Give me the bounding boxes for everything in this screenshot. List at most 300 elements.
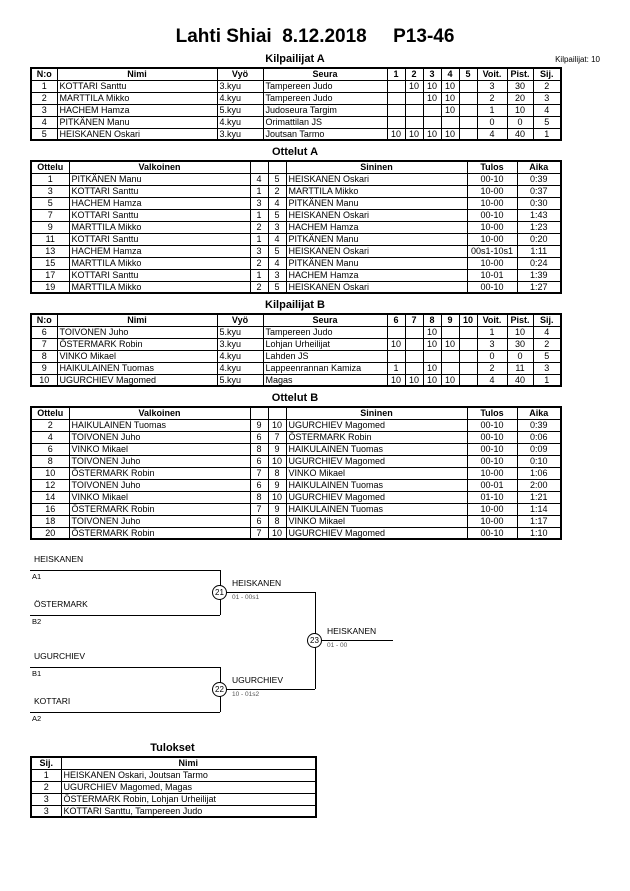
table-cell: 9	[268, 443, 286, 455]
table-cell: 10	[387, 128, 405, 140]
table-cell: 17	[31, 269, 69, 281]
table-cell: 2	[31, 419, 69, 431]
matches-a-heading: Ottelut A	[271, 146, 319, 158]
header-cell: N:o	[31, 68, 57, 80]
table-cell: 2	[477, 362, 507, 374]
table-cell: 4	[268, 233, 286, 245]
table-cell: TOIVONEN Juho	[69, 455, 250, 467]
table-cell	[459, 362, 477, 374]
header-cell: 4	[441, 68, 459, 80]
table-cell: HACHEM Hamza	[57, 104, 217, 116]
table-cell: 10-00	[467, 197, 517, 209]
table-cell: 2	[477, 92, 507, 104]
table-cell: 01-10	[467, 491, 517, 503]
table-cell: 3	[31, 805, 61, 817]
table-cell: 10	[441, 80, 459, 92]
pool-b-table	[30, 313, 562, 387]
table-cell: 1	[250, 269, 268, 281]
table-cell: UGURCHIEV Magomed	[57, 374, 217, 386]
table-cell: 1	[31, 173, 69, 185]
header-cell: Seura	[263, 314, 387, 326]
table-cell: 2	[250, 281, 268, 293]
table-cell: HACHEM Hamza	[286, 269, 467, 281]
table-cell: 4.kyu	[217, 362, 263, 374]
table-cell: 3	[31, 793, 61, 805]
table-row	[31, 245, 561, 257]
table-cell: 4	[533, 104, 561, 116]
table-cell: 30	[507, 338, 533, 350]
table-cell: 8	[250, 443, 268, 455]
bracket-score: 01 - 00s1	[232, 594, 260, 601]
table-cell: 4	[31, 431, 69, 443]
table-cell	[459, 116, 477, 128]
table-cell: 5.kyu	[217, 104, 263, 116]
table-row	[31, 104, 561, 116]
table-cell: TOIVONEN Juho	[69, 479, 250, 491]
table-cell: 4.kyu	[217, 116, 263, 128]
table-cell: 8	[31, 350, 57, 362]
table-cell: Joutsan Tarmo	[263, 128, 387, 140]
table-row	[31, 92, 561, 104]
table-cell: 8	[268, 467, 286, 479]
table-cell: 5	[31, 197, 69, 209]
table-cell	[441, 116, 459, 128]
bracket-line	[30, 712, 220, 713]
table-cell: 5.kyu	[217, 374, 263, 386]
table-cell: 00-10	[467, 173, 517, 185]
table-cell	[459, 338, 477, 350]
table-cell: 6	[31, 326, 57, 338]
table-cell: MARTTILA Mikko	[69, 281, 250, 293]
table-cell: 0:10	[517, 455, 561, 467]
table-row	[31, 793, 316, 805]
table-cell	[459, 92, 477, 104]
table-cell: HEISKANEN Oskari	[286, 281, 467, 293]
table-cell: Tampereen Judo	[263, 92, 387, 104]
table-cell: 10	[441, 128, 459, 140]
table-cell: 1	[477, 326, 507, 338]
table-cell: 0:37	[517, 185, 561, 197]
header-cell: 1	[387, 68, 405, 80]
table-row	[31, 128, 561, 140]
table-cell: 0:39	[517, 419, 561, 431]
table-cell: HAIKULAINEN Tuomas	[286, 443, 467, 455]
table-cell	[387, 326, 405, 338]
table-cell: Magas	[263, 374, 387, 386]
header-cell: 9	[441, 314, 459, 326]
header-cell: Pist.	[507, 68, 533, 80]
table-cell: UGURCHIEV Magomed	[286, 455, 467, 467]
table-cell: 0	[477, 116, 507, 128]
header-cell: Tulos	[467, 161, 517, 173]
header-cell: Nimi	[61, 757, 316, 769]
table-row	[31, 233, 561, 245]
table-row	[31, 781, 316, 793]
table-cell: KOTTARI Santtu	[57, 80, 217, 92]
table-cell: 4.kyu	[217, 350, 263, 362]
table-cell: 8	[31, 455, 69, 467]
table-cell: 7	[250, 503, 268, 515]
competitors-count: Kilpailijat: 10	[555, 55, 600, 64]
table-cell: 10	[423, 326, 441, 338]
table-cell: 3.kyu	[217, 128, 263, 140]
table-cell: TOIVONEN Juho	[69, 515, 250, 527]
table-cell: 00-10	[467, 419, 517, 431]
table-cell: HAIKULAINEN Tuomas	[69, 419, 250, 431]
header-cell: Tulos	[467, 407, 517, 419]
header-cell: Vyö	[217, 314, 263, 326]
bracket-match-circle: 23	[307, 633, 322, 648]
table-row	[31, 80, 561, 92]
table-cell: 10	[423, 92, 441, 104]
header-cell: 10	[459, 314, 477, 326]
table-row	[31, 257, 561, 269]
table-cell: 2	[268, 185, 286, 197]
table-cell: 00-10	[467, 443, 517, 455]
table-cell: KOTTARI Santtu	[69, 185, 250, 197]
table-cell: HEISKANEN Oskari	[286, 173, 467, 185]
header-cell: 3	[423, 68, 441, 80]
table-cell: 00-10	[467, 431, 517, 443]
table-cell: VINKO Mikael	[57, 350, 217, 362]
table-cell: 1:43	[517, 209, 561, 221]
header-cell	[250, 407, 268, 419]
table-cell: 10	[405, 128, 423, 140]
table-cell	[459, 350, 477, 362]
table-cell: HACHEM Hamza	[69, 245, 250, 257]
matches-a-table	[30, 160, 562, 294]
bracket-winner: HEISKANEN	[327, 626, 377, 636]
bracket-line	[315, 640, 393, 641]
table-cell: PITKÄNEN Manu	[286, 197, 467, 209]
table-cell: 10-00	[467, 257, 517, 269]
table-cell: 00-01	[467, 479, 517, 491]
table-cell: 0	[507, 116, 533, 128]
table-cell: 18	[31, 515, 69, 527]
header-cell: Pist.	[507, 314, 533, 326]
table-cell: 1	[387, 362, 405, 374]
header-cell	[268, 161, 286, 173]
table-cell: MARTTILA Mikko	[286, 185, 467, 197]
table-cell: 1:39	[517, 269, 561, 281]
table-row	[31, 503, 561, 515]
table-cell: 0:39	[517, 173, 561, 185]
header-cell: 5	[459, 68, 477, 80]
table-cell: 2:00	[517, 479, 561, 491]
table-cell	[387, 104, 405, 116]
table-row	[31, 221, 561, 233]
header-cell: Aika	[517, 407, 561, 419]
table-cell: 19	[31, 281, 69, 293]
table-cell: MARTTILA Mikko	[57, 92, 217, 104]
table-cell: 5	[268, 173, 286, 185]
table-cell: 20	[31, 527, 69, 539]
table-cell: 11	[507, 362, 533, 374]
table-cell: 3	[31, 104, 57, 116]
table-cell: 1	[250, 209, 268, 221]
table-row	[31, 455, 561, 467]
table-row	[31, 479, 561, 491]
table-cell: 8	[250, 491, 268, 503]
table-row	[31, 431, 561, 443]
header-cell: Voit.	[477, 314, 507, 326]
table-cell: VINKO Mikael	[286, 515, 467, 527]
header-cell: Sij.	[533, 68, 561, 80]
bracket-match-circle: 22	[212, 682, 227, 697]
table-cell: UGURCHIEV Magomed, Magas	[61, 781, 316, 793]
table-cell: KOTTARI Santtu	[69, 209, 250, 221]
table-cell: HAIKULAINEN Tuomas	[286, 503, 467, 515]
table-cell: 4	[268, 197, 286, 209]
table-cell	[405, 92, 423, 104]
table-cell: 20	[507, 92, 533, 104]
table-cell: KOTTARI Santtu	[69, 269, 250, 281]
table-cell: 5	[533, 350, 561, 362]
table-cell	[387, 92, 405, 104]
results-table	[30, 756, 317, 818]
table-cell: ÖSTERMARK Robin, Lohjan Urheilijat	[61, 793, 316, 805]
table-cell	[459, 374, 477, 386]
table-cell: 9	[250, 419, 268, 431]
header-cell: Valkoinen	[69, 407, 250, 419]
table-cell: 1:11	[517, 245, 561, 257]
header-cell: Sij.	[533, 314, 561, 326]
table-cell: 10	[423, 362, 441, 374]
table-cell: Orimattilan JS	[263, 116, 387, 128]
table-cell: 3	[250, 197, 268, 209]
table-cell: Judoseura Targim	[263, 104, 387, 116]
table-cell: 11	[31, 233, 69, 245]
bracket-competitor: KOTTARI	[34, 696, 71, 706]
medal-bracket	[30, 554, 430, 736]
table-cell: MARTTILA Mikko	[69, 257, 250, 269]
table-cell: HEISKANEN Oskari, Joutsan Tarmo	[61, 769, 316, 781]
table-cell: 2	[250, 221, 268, 233]
table-cell	[387, 350, 405, 362]
table-cell: 0	[507, 350, 533, 362]
table-cell: 10	[423, 338, 441, 350]
table-cell: 9	[268, 479, 286, 491]
table-row	[31, 419, 561, 431]
table-cell: 10	[423, 80, 441, 92]
table-cell: 6	[31, 443, 69, 455]
table-cell: 10	[423, 374, 441, 386]
pool-a-table	[30, 67, 562, 141]
table-cell: VINKO Mikael	[69, 491, 250, 503]
table-row	[31, 185, 561, 197]
table-cell: 10	[387, 374, 405, 386]
table-cell: 10	[405, 80, 423, 92]
bracket-competitor: ÖSTERMARK	[34, 599, 88, 609]
table-cell: 3	[268, 221, 286, 233]
table-cell: HAIKULAINEN Tuomas	[57, 362, 217, 374]
table-cell: 4	[477, 374, 507, 386]
table-cell: TOIVONEN Juho	[69, 431, 250, 443]
table-cell: 10	[423, 128, 441, 140]
table-cell	[405, 350, 423, 362]
table-cell: 1:21	[517, 491, 561, 503]
table-cell: PITKÄNEN Manu	[69, 173, 250, 185]
header-cell	[268, 407, 286, 419]
table-cell: 10	[441, 92, 459, 104]
table-cell: 5	[268, 281, 286, 293]
bracket-winner: UGURCHIEV	[232, 675, 284, 685]
matches-b-table	[30, 406, 562, 540]
table-cell: 10	[441, 374, 459, 386]
table-row	[31, 269, 561, 281]
table-cell: KOTTARI Santtu	[69, 233, 250, 245]
header-cell: 2	[405, 68, 423, 80]
table-row	[31, 527, 561, 539]
table-cell: PITKÄNEN Manu	[286, 257, 467, 269]
table-cell: 14	[31, 491, 69, 503]
table-cell: 00s1-10s1	[467, 245, 517, 257]
table-cell: TOIVONEN Juho	[57, 326, 217, 338]
table-cell: MARTTILA Mikko	[69, 221, 250, 233]
table-cell	[459, 104, 477, 116]
table-cell: 00-10	[467, 527, 517, 539]
table-cell	[459, 326, 477, 338]
matches-b-heading: Ottelut B	[271, 392, 319, 404]
table-cell: ÖSTERMARK Robin	[57, 338, 217, 350]
page-title: Lahti Shiai 8.12.2018 P13-46	[175, 26, 455, 47]
table-cell: 6	[250, 455, 268, 467]
table-cell: 7	[268, 431, 286, 443]
table-cell: 3	[477, 338, 507, 350]
table-cell: 1:17	[517, 515, 561, 527]
table-cell: 1:23	[517, 221, 561, 233]
bracket-seed-tag: A1	[32, 572, 42, 581]
table-cell: HAIKULAINEN Tuomas	[286, 479, 467, 491]
table-cell: 0:09	[517, 443, 561, 455]
header-cell: 7	[405, 314, 423, 326]
bracket-match-circle: 21	[212, 585, 227, 600]
table-cell: 10-00	[467, 503, 517, 515]
header-cell: Nimi	[57, 68, 217, 80]
table-cell: 3	[533, 92, 561, 104]
bracket-line	[30, 570, 220, 571]
header-cell: Sij.	[31, 757, 61, 769]
table-cell: 4.kyu	[217, 92, 263, 104]
table-cell: 6	[250, 479, 268, 491]
table-cell: HEISKANEN Oskari	[57, 128, 217, 140]
table-cell: 1	[477, 104, 507, 116]
table-cell	[423, 116, 441, 128]
table-row	[31, 374, 561, 386]
results-heading: Tulokset	[150, 742, 195, 754]
table-cell: VINKO Mikael	[286, 467, 467, 479]
table-cell: 40	[507, 128, 533, 140]
table-cell: 1:27	[517, 281, 561, 293]
table-cell: 3	[477, 80, 507, 92]
table-cell	[405, 338, 423, 350]
table-cell: Tampereen Judo	[263, 326, 387, 338]
table-cell: 10	[31, 374, 57, 386]
header-cell: Sininen	[286, 407, 467, 419]
table-cell: ÖSTERMARK Robin	[69, 527, 250, 539]
table-cell: HEISKANEN Oskari	[286, 245, 467, 257]
table-cell: 9	[31, 221, 69, 233]
table-cell: 1	[533, 374, 561, 386]
header-cell: Sininen	[286, 161, 467, 173]
bracket-line	[30, 615, 220, 616]
header-row	[31, 314, 561, 326]
table-cell: Lohjan Urheilijat	[263, 338, 387, 350]
table-cell: 10-00	[467, 221, 517, 233]
bracket-line	[220, 592, 315, 593]
table-cell: 4	[268, 257, 286, 269]
table-row	[31, 769, 316, 781]
table-cell: 7	[250, 467, 268, 479]
table-cell: 0:20	[517, 233, 561, 245]
table-row	[31, 805, 316, 817]
bracket-seed-tag: B1	[32, 669, 42, 678]
table-row	[31, 362, 561, 374]
table-cell: 5	[31, 128, 57, 140]
table-cell: 10	[387, 338, 405, 350]
table-row	[31, 116, 561, 128]
table-cell	[405, 104, 423, 116]
table-cell: 3	[250, 245, 268, 257]
table-cell: 1:14	[517, 503, 561, 515]
table-cell: 00-10	[467, 209, 517, 221]
table-cell: 5	[268, 209, 286, 221]
table-cell: 10	[405, 374, 423, 386]
table-cell: 10	[31, 467, 69, 479]
table-cell	[423, 104, 441, 116]
table-row	[31, 209, 561, 221]
table-row	[31, 443, 561, 455]
table-cell: 3.kyu	[217, 80, 263, 92]
table-cell: 0:06	[517, 431, 561, 443]
table-cell: 2	[533, 338, 561, 350]
table-cell: 10-00	[467, 515, 517, 527]
table-cell: 1	[250, 233, 268, 245]
header-row	[31, 757, 316, 769]
header-cell	[250, 161, 268, 173]
table-cell: 7	[31, 338, 57, 350]
header-cell: Vyö	[217, 68, 263, 80]
table-cell	[423, 350, 441, 362]
table-cell: 3	[268, 269, 286, 281]
table-cell: 10	[268, 455, 286, 467]
table-cell: 4	[533, 326, 561, 338]
table-cell: 40	[507, 374, 533, 386]
header-cell: Seura	[263, 68, 387, 80]
bracket-line	[30, 667, 220, 668]
table-cell: KOTTARI Santtu, Tampereen Judo	[61, 805, 316, 817]
table-cell: 9	[31, 362, 57, 374]
table-cell: Lahden JS	[263, 350, 387, 362]
pool-a-heading-row	[30, 53, 600, 65]
table-cell: 3	[31, 185, 69, 197]
table-cell: UGURCHIEV Magomed	[286, 491, 467, 503]
bracket-competitor: HEISKANEN	[34, 554, 84, 564]
header-row	[31, 68, 561, 80]
table-cell: 10	[441, 338, 459, 350]
table-cell: 6	[250, 515, 268, 527]
table-cell: ÖSTERMARK Robin	[69, 467, 250, 479]
table-cell: 5.kyu	[217, 326, 263, 338]
table-cell: 1:06	[517, 467, 561, 479]
table-cell: HEISKANEN Oskari	[286, 209, 467, 221]
table-cell: 10	[507, 104, 533, 116]
table-cell: 00-10	[467, 455, 517, 467]
table-cell: HACHEM Hamza	[69, 197, 250, 209]
table-cell: 2	[533, 80, 561, 92]
table-cell: 10	[268, 527, 286, 539]
header-cell: Ottelu	[31, 161, 69, 173]
